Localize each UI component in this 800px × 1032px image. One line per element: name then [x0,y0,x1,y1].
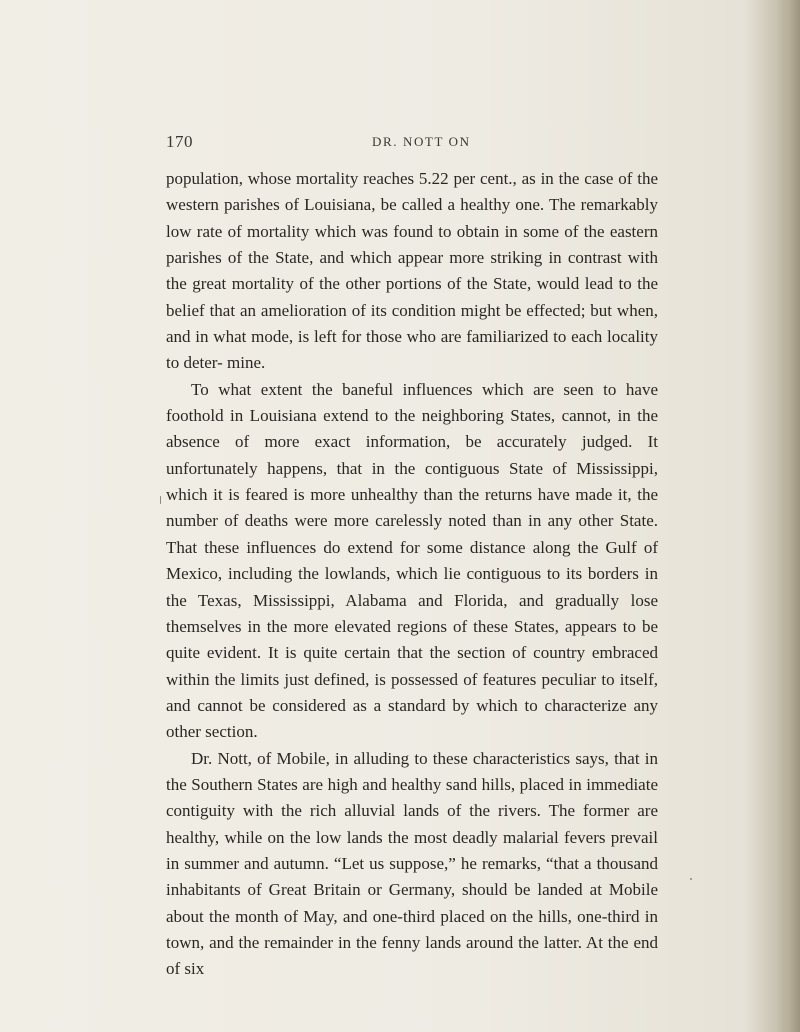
page-number: 170 [166,132,193,151]
body-text [166,166,658,983]
page-header [166,132,658,154]
paragraph: population, whose mortality reaches 5.22 per cent., as in the case of the western parishes of Louisiana, be called a healthy one. The remarkably low rate of mortality which was found to obtain in some of the eastern parishes of the State, and which appear more striking in contrast with the great mortality of the other portions of the State, would lead to the belief that an amelioration of its condition might be effected; but when, and in what mode, is left for those who are familiarized to each locality to deter- mine. [166,169,658,373]
paragraph: Dr. Nott, of Mobile, in alluding to these characteristics says, that in the Southern States are high and healthy sand hills, placed in immediate contiguity with the rich alluvial lands of the rivers. The former are healthy, while on the low lands the most deadly malarial fevers prevail in summer and autumn. “Let us suppose,” he remarks, “that a thousand inhabitants of Great Britain or Germany, should be landed at Mobile about the month of May, and one-third placed on the hills, one-third in town, and the remainder in the fenny lands around the latter. At the end of six [166,748,658,979]
page-edge-shadow [778,0,800,1032]
running-head: DR. NOTT ON [372,134,471,149]
paragraph: To what extent the baneful influences which are seen to have foothold in Louisiana extend to the neighboring States, cannot, in the absence of more exact information, be accurately judged. It unfortunately happens, that in the contiguous State of Mississippi, which it is feared is more unhealthy than the returns have made it, the number of deaths were more carelessly noted than in any other State. That these influences do extend for some distance along the Gulf of Mexico, including the lowlands, which lie contiguous to its borders in the Texas, Mississippi, Alabama and Florida, and gradually lose themselves in the more elevated regions of these States, appears to be quite evident. It is quite certain that the section of country embraced within the limits just defined, is possessed of features peculiar to itself, and cannot be considered as a standard by which to characterize any other section. [166,379,658,742]
paper-speck [690,878,692,880]
paper-speck [160,496,161,504]
